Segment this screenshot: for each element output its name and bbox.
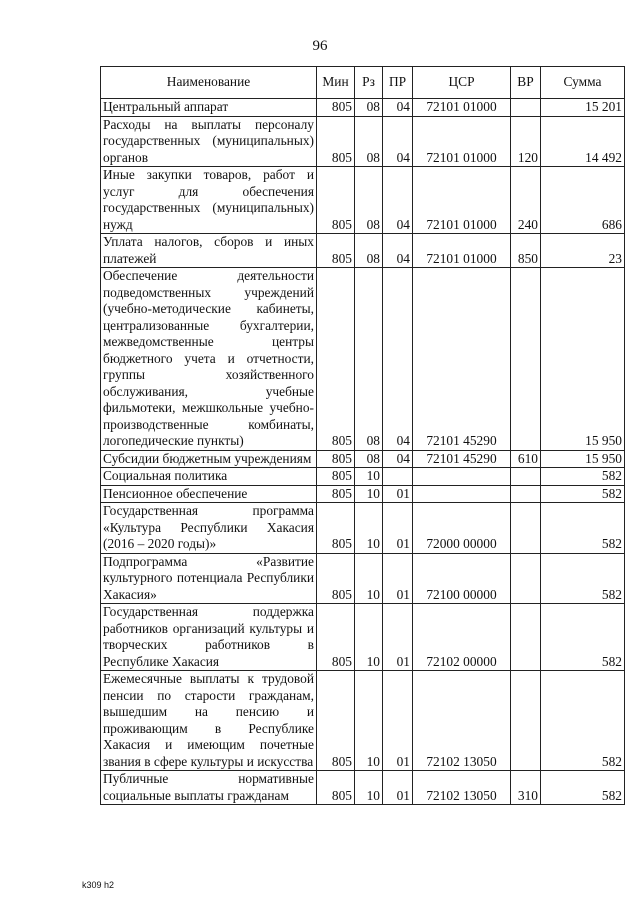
table-row — [101, 116, 625, 167]
cell-name: Ежемесячные выплаты к трудовой пенсии по старости гражданам, вышедшим на пенсию и проживающим в Республике Хакасия и имеющим почетные звания в сфере культуры и искусства — [101, 671, 317, 771]
cell-vr — [511, 99, 541, 117]
cell-vr: 850 — [511, 234, 541, 268]
cell-pr: 01 — [383, 503, 413, 554]
cell-name: Государственная программа «Культура Республики Хакасия (2016 – 2020 годы)» — [101, 503, 317, 554]
cell-sum: 582 — [541, 771, 625, 805]
cell-vr — [511, 468, 541, 486]
cell-sum: 582 — [541, 604, 625, 671]
cell-sum: 686 — [541, 167, 625, 234]
cell-vr — [511, 485, 541, 503]
table-row — [101, 771, 625, 805]
table-row — [101, 234, 625, 268]
cell-name: Субсидии бюджетным учреждениям — [101, 450, 317, 468]
cell-name: Уплата налогов, сборов и иных платежей — [101, 234, 317, 268]
cell-sum: 15 201 — [541, 99, 625, 117]
cell-rz: 10 — [355, 503, 383, 554]
cell-min: 805 — [317, 553, 355, 604]
footer-code: k309 h2 — [82, 880, 115, 890]
cell-rz: 08 — [355, 116, 383, 167]
cell-rz: 10 — [355, 604, 383, 671]
cell-sum: 582 — [541, 503, 625, 554]
column-header-name: Наименование — [101, 67, 317, 99]
cell-pr: 04 — [383, 268, 413, 451]
cell-rz: 08 — [355, 99, 383, 117]
cell-min: 805 — [317, 604, 355, 671]
cell-sum: 14 492 — [541, 116, 625, 167]
table-row — [101, 167, 625, 234]
page-number: 96 — [312, 38, 328, 54]
cell-csr: 72101 01000 — [413, 99, 511, 117]
cell-min: 805 — [317, 99, 355, 117]
column-header-rz: Рз — [355, 67, 383, 99]
cell-pr: 04 — [383, 234, 413, 268]
cell-min: 805 — [317, 771, 355, 805]
cell-rz: 08 — [355, 167, 383, 234]
cell-pr: 04 — [383, 450, 413, 468]
cell-name: Подпрограмма «Развитие культурного потенциала Республики Хакасия» — [101, 553, 317, 604]
cell-vr: 120 — [511, 116, 541, 167]
cell-csr: 72101 45290 — [413, 450, 511, 468]
cell-name: Иные закупки товаров, работ и услуг для обеспечения государственных (муниципальных) нужд — [101, 167, 317, 234]
cell-csr: 72101 01000 — [413, 167, 511, 234]
cell-vr — [511, 268, 541, 451]
table-row — [101, 553, 625, 604]
cell-min: 805 — [317, 167, 355, 234]
cell-vr — [511, 553, 541, 604]
cell-min: 805 — [317, 450, 355, 468]
table-row — [101, 503, 625, 554]
cell-min: 805 — [317, 485, 355, 503]
cell-sum: 582 — [541, 553, 625, 604]
table-row — [101, 671, 625, 771]
cell-sum: 15 950 — [541, 450, 625, 468]
cell-pr — [383, 468, 413, 486]
table-row — [101, 268, 625, 451]
cell-min: 805 — [317, 268, 355, 451]
cell-min: 805 — [317, 503, 355, 554]
cell-rz: 08 — [355, 268, 383, 451]
cell-vr: 610 — [511, 450, 541, 468]
cell-name: Расходы на выплаты персоналу государственных (муниципальных) органов — [101, 116, 317, 167]
cell-csr — [413, 485, 511, 503]
cell-sum: 582 — [541, 485, 625, 503]
cell-min: 805 — [317, 234, 355, 268]
cell-name: Публичные нормативные социальные выплаты гражданам — [101, 771, 317, 805]
cell-vr — [511, 604, 541, 671]
cell-name: Обеспечение деятельности подведомственных учреждений (учебно-методические кабинеты, централизованные бухгалтерии, межведомственные центры бюджетного учета и отчетности, группы хозяйственного обслуживания, учебные фильмотеки, межшкольные учебно-производственные комбинаты, логопедические пункты) — [101, 268, 317, 451]
cell-sum: 582 — [541, 671, 625, 771]
cell-csr: 72102 00000 — [413, 604, 511, 671]
column-header-sum: Сумма — [541, 67, 625, 99]
cell-vr — [511, 671, 541, 771]
cell-rz: 10 — [355, 485, 383, 503]
table-header-row — [101, 67, 625, 99]
cell-rz: 08 — [355, 450, 383, 468]
column-header-min: Мин — [317, 67, 355, 99]
cell-csr: 72100 00000 — [413, 553, 511, 604]
table-row — [101, 450, 625, 468]
cell-csr: 72000 00000 — [413, 503, 511, 554]
budget-table — [100, 66, 625, 805]
cell-csr: 72102 13050 — [413, 771, 511, 805]
column-header-csr: ЦСР — [413, 67, 511, 99]
cell-min: 805 — [317, 671, 355, 771]
cell-rz: 08 — [355, 234, 383, 268]
cell-pr: 01 — [383, 604, 413, 671]
cell-sum: 23 — [541, 234, 625, 268]
cell-rz: 10 — [355, 771, 383, 805]
cell-name: Центральный аппарат — [101, 99, 317, 117]
cell-pr: 01 — [383, 671, 413, 771]
cell-pr: 01 — [383, 485, 413, 503]
cell-name: Социальная политика — [101, 468, 317, 486]
cell-min: 805 — [317, 468, 355, 486]
table-row — [101, 485, 625, 503]
cell-pr: 01 — [383, 553, 413, 604]
cell-sum: 582 — [541, 468, 625, 486]
cell-csr: 72101 01000 — [413, 116, 511, 167]
cell-csr: 72101 45290 — [413, 268, 511, 451]
cell-rz: 10 — [355, 671, 383, 771]
cell-pr: 04 — [383, 116, 413, 167]
cell-vr — [511, 503, 541, 554]
cell-rz: 10 — [355, 553, 383, 604]
cell-rz: 10 — [355, 468, 383, 486]
cell-pr: 04 — [383, 99, 413, 117]
cell-pr: 04 — [383, 167, 413, 234]
table-row — [101, 468, 625, 486]
table-row — [101, 604, 625, 671]
cell-csr: 72102 13050 — [413, 671, 511, 771]
cell-name: Государственная поддержка работников организаций культуры и творческих работников в Республике Хакасия — [101, 604, 317, 671]
cell-min: 805 — [317, 116, 355, 167]
column-header-vr: ВР — [511, 67, 541, 99]
cell-csr — [413, 468, 511, 486]
cell-sum: 15 950 — [541, 268, 625, 451]
cell-vr: 310 — [511, 771, 541, 805]
cell-csr: 72101 01000 — [413, 234, 511, 268]
cell-vr: 240 — [511, 167, 541, 234]
cell-name: Пенсионное обеспечение — [101, 485, 317, 503]
column-header-pr: ПР — [383, 67, 413, 99]
table-row — [101, 99, 625, 117]
cell-pr: 01 — [383, 771, 413, 805]
